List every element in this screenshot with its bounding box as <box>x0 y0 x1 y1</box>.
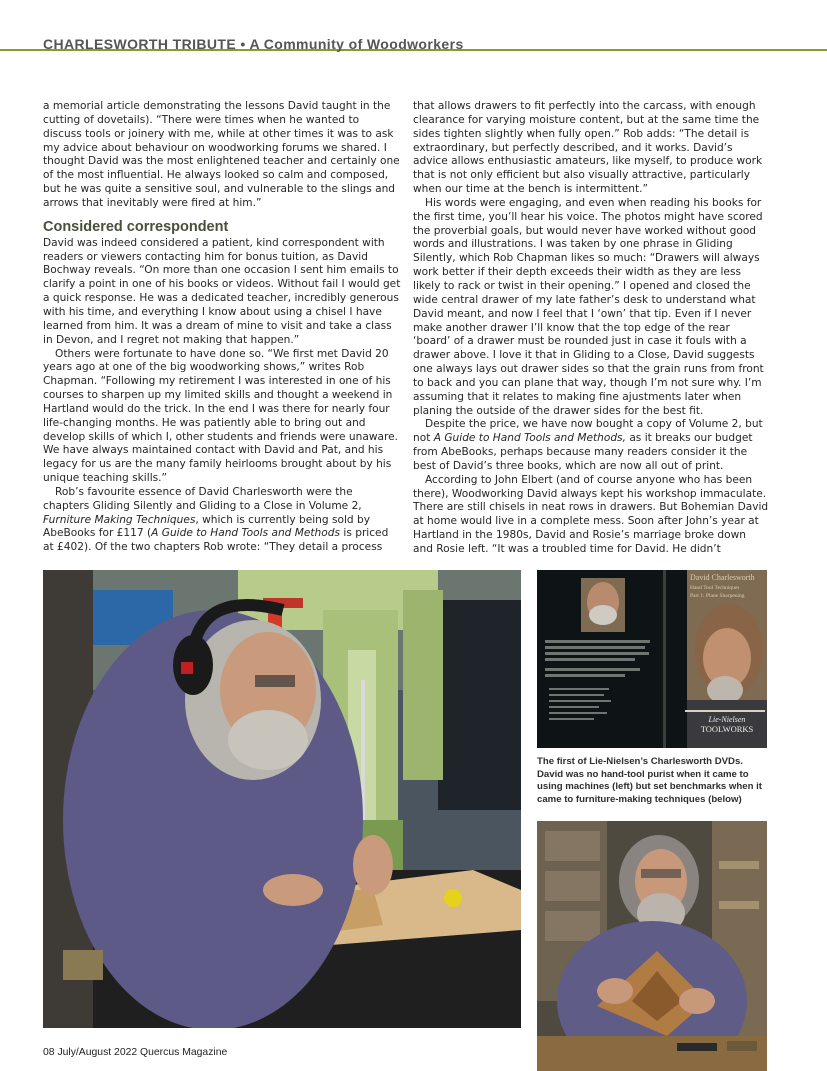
photo-caption: The first of Lie-Nielsen’s Charlesworth DVDs. David was no hand-tool purist when it came to using machines (left) but set benchmarks when it came to furniture-making techniques (below) <box>537 756 762 805</box>
p4-text-c: is priced at £402). Of the two chapters Rob wrote: “They detail a process <box>43 527 389 554</box>
p4-text-a: Rob’s favourite essence of David Charlesworth were the chapters Gliding Silently and Gliding to a Close in Volume 2, <box>43 485 362 512</box>
bandsaw-photo <box>43 570 521 1028</box>
right-paragraph-3 <box>413 418 769 473</box>
right-column <box>413 100 769 557</box>
page-folio: 08 July/August 2022 Quercus Magazine <box>43 1047 228 1058</box>
bench-photo <box>537 821 767 1071</box>
right-paragraph-2: His words were engaging, and even when reading his books for the first time, you’ll hear his voice. The photos might have scored the proverbial goals, but would never have worked without good words and illustrations. I was taken by one phrase in Gliding Silently, which Rob Chapman likes so much: “Drawers will always work better if their depth exceeds their width as they are less likely to rack or twist in their opening.” I opened and closed the wide central drawer of my late father’s desk to understand what David meant, and now I feel that I ‘own’ that tip. Even if I never make another drawer I’ll know that the top edge of the rear ‘board’ of a drawer must be rounded just in case it fouls with a drawer above. I love it that in Gliding to a Close, David suggests one always lays out drawer sides so that the grain runs from front to back and you can plane that way, though I’m not sure why. I’m assuming that it relates to making fine ajustments later when planing the outside of the drawer sides for the best fit. <box>413 196 764 417</box>
book-title-furniture-making: Furniture Making Techniques <box>43 513 196 526</box>
rp3-text-b: as it breaks our budget from AbeBooks, perhaps because many readers consider it the best of David’s three books, which are now all out of print. <box>413 432 753 472</box>
right-paragraph-4: According to John Elbert (and of course anyone who has been there), Woodworking David always kept his workshop immaculate. There are still chisels in neat rows in drawers. But Bohemian David at home would live in a complete mess. Soon after John’s year at Hartland in the 1980s, David and Rosie’s marriage broke down and Rosie left. “It was a troubled time for David. He didn’t <box>413 473 769 555</box>
dvd-cover-part: Part 1: Plane Sharpening <box>690 593 745 599</box>
left-paragraph-1: a memorial article demonstrating the lessons David taught in the cutting of dovetails). “There were times when he wanted to discuss tools or joinery with me, while at other times it was to ask my advice about behaviour on woodworking forums we shared. I thought David was the most enlightened teacher and certainly one of the most influential. He always looked so calm and composed, but he was quite a sensitive soul, and vulnerable to the slings and arrows that inevitably were fired at him.” <box>43 100 400 209</box>
dvd-cover-subtitle: Hand Tool Techniques <box>690 585 740 591</box>
dvd-cover-photo <box>537 570 767 748</box>
p4-text-b: , which is currently being sold by AbeBooks for £117 ( <box>43 513 370 540</box>
rp3-text-a: Despite the price, we have now bought a copy of Volume 2, but not <box>413 418 763 445</box>
book-title-hand-tools-2: A Guide to Hand Tools and Methods, <box>433 432 626 445</box>
dvd-logo-line1: Lie-Nielsen <box>708 715 746 724</box>
subhead-considered-correspondent: Considered correspondent <box>43 218 229 235</box>
dvd-cover-name: David Charlesworth <box>690 573 755 582</box>
left-paragraph-4 <box>43 486 401 555</box>
book-title-hand-tools: A Guide to Hand Tools and Methods <box>151 527 341 540</box>
running-head: CHARLESWORTH TRIBUTE • A Community of Woodworkers <box>43 36 464 52</box>
left-paragraph-2: David was indeed considered a patient, kind correspondent with readers or viewers contacting him for bonus tuition, as David Bochway reveals. “On more than one occasion I sent him emails to clarify a point in one of his books or videos. Without fail I would get a quick response. He was a dedicated teacher, incredibly generous with his time, and everything I know about using a chisel I have learned from him. It was a dream of mine to visit and take a class in Devon, and I regret not making that happen.” <box>43 236 401 346</box>
left-paragraph-3: Others were fortunate to have done so. “We first met David 20 years ago at one of the big woodworking shows,” writes Rob Chapman. “Following my retirement I was interested in one of his courses to sharpen up my limited skills and thought a weekend in Hartland would do the trick. In the end I was there for nearly four life-changing months. He was patiently able to bring out and develop skills of which I, other students and friends were unaware. We have always maintained contact with David and Pat, and his legacy for us are the many family heirlooms brought about by his unique teaching skills.” <box>43 347 398 485</box>
dvd-logo-line2: TOOLWORKS <box>700 724 754 734</box>
left-column <box>43 100 401 555</box>
right-paragraph-1: that allows drawers to fit perfectly into the carcass, with enough clearance for varying moisture content, but at the same time the sides tighten slightly when fully open.” Rob adds: “The detail is extraordinary, but perfectly described, and it works. David’s advice allows enthusiastic amateurs, like myself, to produce work that is not only efficient but also visually attractive, particularly when our time at the bench is intermittent.” <box>413 100 763 196</box>
